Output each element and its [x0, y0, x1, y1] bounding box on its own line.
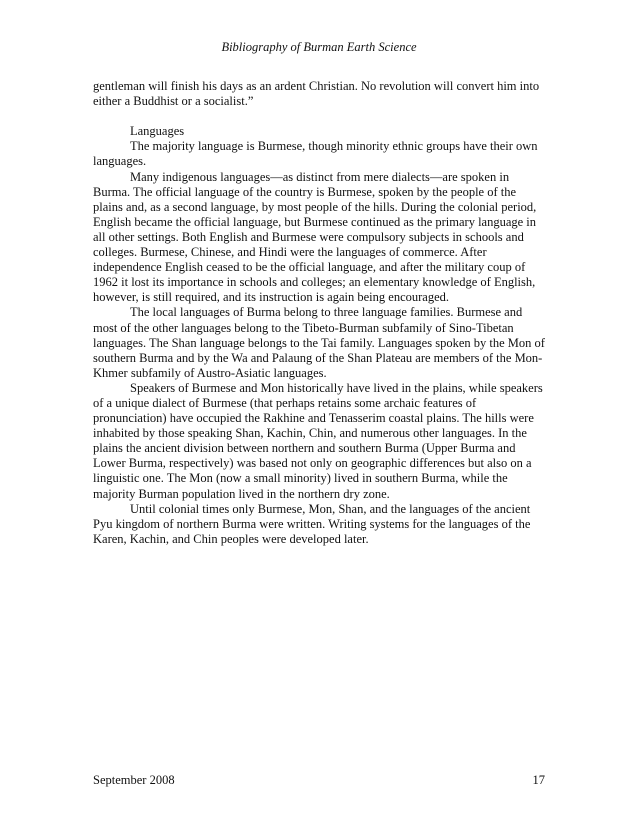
page-number: 17: [532, 773, 545, 787]
paragraph-continuation: gentleman will finish his days as an ardent Christian. No revolution will convert him into either a Buddhist or a socialist.”: [93, 79, 540, 109]
paragraph: Until colonial times only Burmese, Mon, Shan, and the languages of the ancient Pyu kingdom of northern Burma were written. Writing systems for the languages of the Karen, Kachin, and Chin peoples were developed later.: [93, 501, 531, 546]
footer-date: September 2008: [93, 773, 175, 787]
running-header: Bibliography of Burman Earth Science: [221, 40, 417, 54]
paragraph: Speakers of Burmese and Mon historically have lived in the plains, while speakers of a unique dialect of Burmese (that perhaps retains some archaic features of pronunciation) have occupied the Rakhine and Tenasserim coastal plains. The hills were inhabited by those speaking Shan, Kachin, Chin, and numerous other languages. In the plains the ancient division between northern and southern Burma (Upper Burma and Lower Burma, respectively) was based not only on geographic differences but also on a linguistic one. The Mon (now a small minority) lived in southern Burma, while the majority Burman population lived in the northern dry zone.: [93, 380, 543, 501]
paragraph: Many indigenous languages—as distinct from mere dialects—are spoken in Burma. The official language of the country is Burmese, spoken by the people of the plains and, as a second language, by most people of the hills. During the colonial period, English became the official language, but Burmese continued as the primary language in all other settings. Both English and Burmese were compulsory subjects in schools and colleges. Burmese, Chinese, and Hindi were the languages of commerce. After independence English ceased to be the official language, and after the military coup of 1962 it lost its importance in schools and colleges; an elementary knowledge of English, however, is still required, and its instruction is again being encouraged.: [93, 169, 537, 305]
paragraph: The majority language is Burmese, though minority ethnic groups have their own languages.: [93, 139, 538, 169]
section-heading-languages: Languages: [130, 124, 185, 139]
page-body: [93, 79, 545, 547]
paragraph: The local languages of Burma belong to three language families. Burmese and most of the other languages belong to the Tibeto-Burman subfamily of Sino-Tibetan languages. The Shan language belongs to the Tai family. Languages spoken by the Mon of southern Burma and by the Wa and Palaung of the Shan Plateau are members of the Mon-Khmer subfamily of Austro-Asiatic languages.: [93, 305, 545, 380]
